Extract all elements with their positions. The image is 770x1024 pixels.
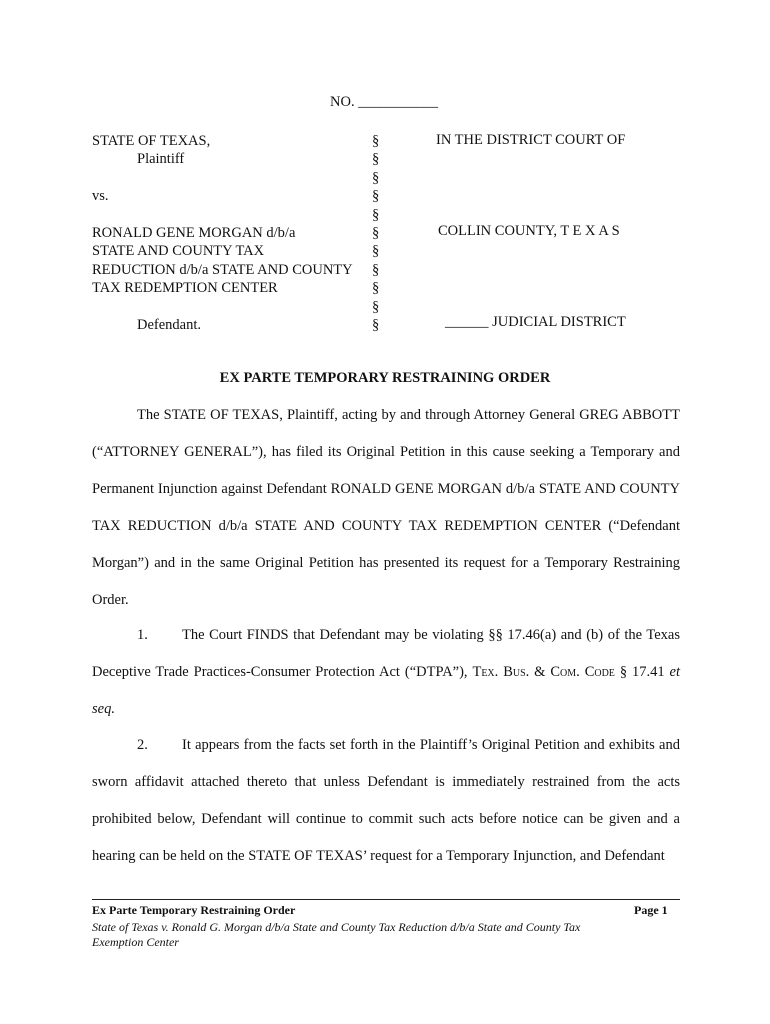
section-symbol-column [372, 132, 379, 334]
paragraph-number: 1. [137, 627, 148, 643]
footer-title: Ex Parte Temporary Restraining Order [92, 903, 296, 917]
court-name: IN THE DISTRICT COURT OF [436, 132, 626, 148]
paragraph-text: . [111, 701, 115, 717]
page-number: Page 1 [634, 903, 668, 917]
numbered-paragraph-1 [92, 617, 680, 728]
case-number: NO. ___________ [330, 94, 438, 110]
section-symbol: § [372, 151, 380, 168]
paragraph-text: The Court FINDS that Defendant may be violating §§ 17.46(a) and (b) of the Texas Deceptive Trade Practices-Consumer Protection Act (“DTPA”), [92, 627, 680, 680]
paragraph-number: 2. [137, 737, 148, 753]
judicial-district: ______ JUDICIAL DISTRICT [445, 314, 626, 330]
numbered-paragraph-2 [92, 727, 680, 875]
section-symbol: § [372, 261, 380, 278]
section-symbol: § [372, 280, 380, 297]
caption-line: TAX REDEMPTION CENTER [92, 280, 278, 297]
caption-line [92, 169, 353, 187]
statute-citation: Tex. Bus. & Com. Code [472, 664, 615, 680]
caption-line: STATE AND COUNTY TAX [92, 243, 265, 260]
caption-line [92, 206, 353, 224]
intro-paragraph-text: The STATE OF TEXAS, Plaintiff, acting by and through Attorney General GREG ABBOTT (“ATTORNEY GENERAL”), has filed its Original Petition in this cause seeking a Temporary and Permanent Injunction against Defendant RONALD GENE MORGAN d/b/a STATE AND COUNTY TAX REDUCTION d/b/a STATE AND COUNTY TAX REDEMPTION CENTER (“Defendant Morgan”) and in the same Original Petition has presented its request for a Temporary Restraining Order. [92, 407, 680, 608]
footer-case-style: State of Texas v. Ronald G. Morgan d/b/a State and County Tax Reduction d/b/a State and County Tax Exemption Center [92, 920, 581, 949]
caption-line: RONALD GENE MORGAN d/b/a [92, 225, 296, 242]
caption-parties [92, 132, 353, 334]
section-symbol: § [372, 298, 380, 315]
caption-line: vs. [92, 188, 109, 205]
paragraph-text: It appears from the facts set forth in the Plaintiff’s Original Petition and exhibits and sworn affidavit attached thereto that unless Defendant is immediately restrained from the acts prohibited below, Defendant will continue to commit such acts before notice can be given and a hearing can be held on the STATE OF TEXAS’ request for a Temporary Injunction, and Defendant [92, 737, 680, 864]
section-symbol: § [372, 243, 380, 260]
caption-line: Plaintiff [137, 151, 185, 168]
document-title: EX PARTE TEMPORARY RESTRAINING ORDER [219, 370, 551, 386]
caption-line [92, 298, 353, 316]
intro-paragraph [92, 397, 680, 619]
county-name: COLLIN COUNTY, T E X A S [438, 223, 620, 239]
section-symbol: § [372, 206, 380, 223]
section-symbol: § [372, 133, 380, 149]
section-symbol: § [372, 169, 380, 186]
caption-line: STATE OF TEXAS, [92, 133, 211, 149]
et-seq: et seq [92, 664, 680, 717]
caption-line: Defendant. [137, 317, 202, 334]
section-symbol: § [372, 225, 380, 242]
caption-line: REDUCTION d/b/a STATE AND COUNTY [92, 261, 353, 278]
section-symbol: § [372, 188, 380, 205]
paragraph-text: § 17.41 [614, 664, 670, 680]
footer-divider [92, 899, 680, 900]
section-symbol: § [372, 317, 380, 334]
